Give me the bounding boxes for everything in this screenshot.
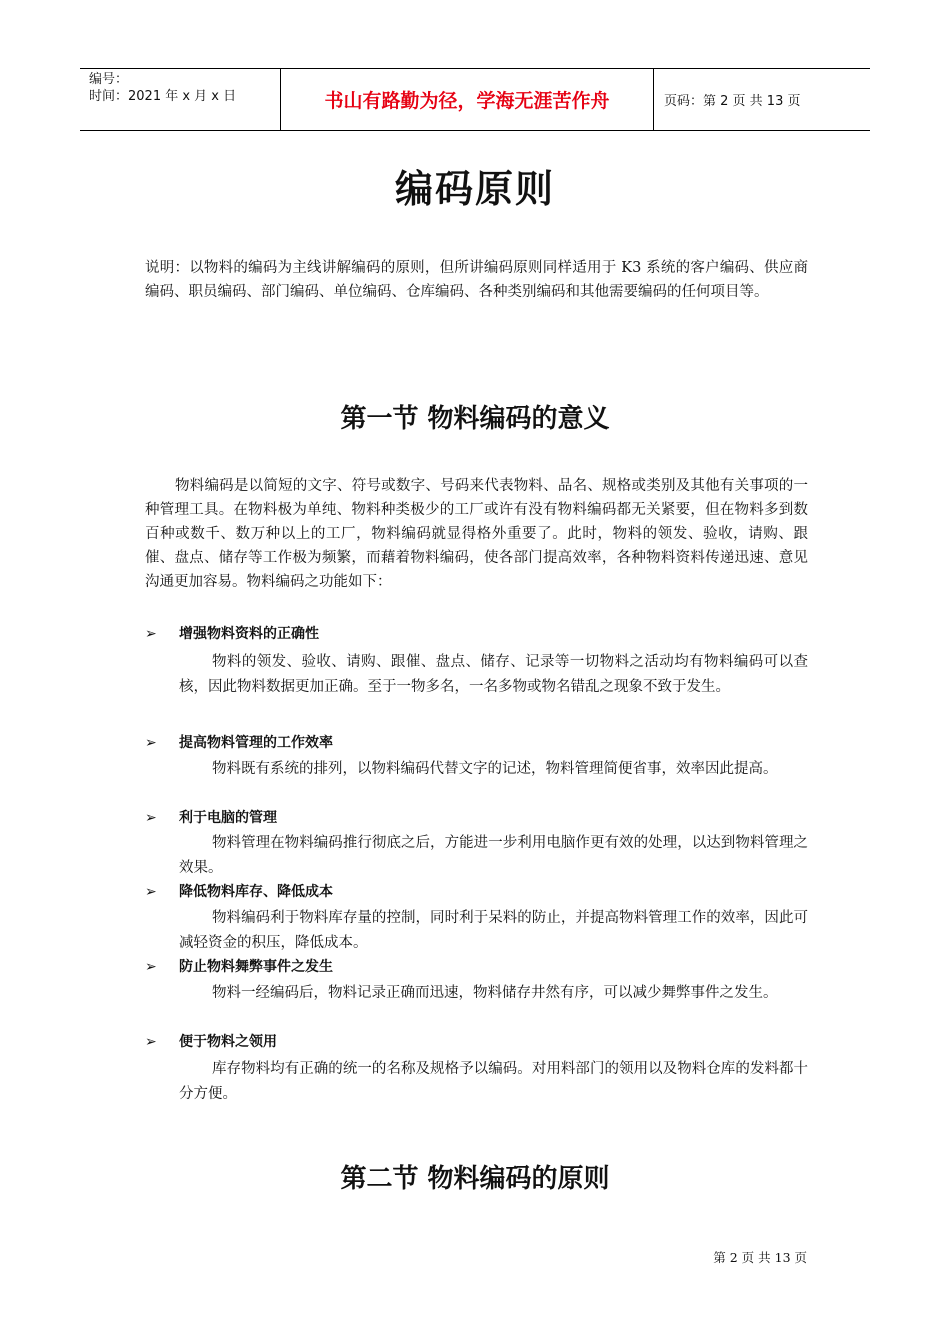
page-header	[80, 68, 870, 131]
document-title: 编码原则	[394, 167, 555, 211]
arrow-bullet-icon: ➢	[145, 1034, 157, 1050]
bullet-heading: 降低物料库存、降低成本	[179, 884, 333, 900]
bullet-heading: 利于电脑的管理	[179, 810, 277, 826]
bullet-text: 物料一经编码后，物料记录正确而迅速，物料储存井然有序，可以减少舞弊事件之发生。	[212, 985, 778, 1001]
bullet-text: 物料的领发、验收、请购、跟催、盘点、储存、记录等一切物料之活动均有物料编码可以查核，因此物料数据更加正确。至于一物多名，一名多物或物名错乱之现象不致于发生。	[179, 654, 808, 695]
bullet-text: 物料管理在物料编码推行彻底之后，方能进一步利用电脑作更有效的处理，以达到物料管理之效果。	[179, 835, 808, 876]
header-page-label: 页码：第 2 页 共 13 页	[664, 94, 801, 109]
bullet-text: 物料编码利于物料库存量的控制，同时利于呆料的防止，并提高物料管理工作的效率，因此可减轻资金的积压，降低成本。	[179, 910, 808, 951]
bullet-heading: 便于物料之领用	[179, 1034, 277, 1050]
bullet-item	[145, 956, 808, 978]
header-motto: 书山有路勤为径，学海无涯苦作舟	[281, 69, 654, 130]
bullet-item	[145, 1031, 808, 1053]
bullet-heading: 防止物料舞弊事件之发生	[179, 959, 333, 975]
page-footer: 第 2 页 共 13 页	[713, 1250, 807, 1265]
section1-heading: 第一节 物料编码的意义	[340, 404, 610, 434]
bullet-item	[145, 807, 808, 829]
bullet-text: 库存物料均有正确的统一的名称及规格予以编码。对用料部门的领用以及物料仓库的发料都十分方便。	[179, 1061, 808, 1102]
bullet-item	[145, 732, 808, 754]
bullet-heading: 增强物料资料的正确性	[179, 626, 319, 642]
arrow-bullet-icon: ➢	[145, 884, 157, 900]
section1-paragraph: 物料编码是以简短的文字、符号或数字、号码来代表物料、品名、规格或类别及其他有关事项的一种管理工具。在物料极为单纯、物料种类极少的工厂或许有没有物料编码都无关紧要，但在物料多到数百种或数千、数万种以上的工厂，物料编码就显得格外重要了。此时，物料的领发、验收，请购、跟催、盘点、储存等工作极为频繁，而藉着物料编码，使各部门提高效率，各种物料资料传递迅速、意见沟通更加容易。物料编码之功能如下：	[145, 478, 808, 590]
arrow-bullet-icon: ➢	[145, 735, 157, 751]
time-label: 时间：2021 年 x 月 x 日	[89, 89, 237, 104]
section2-heading: 第二节 物料编码的原则	[340, 1164, 610, 1194]
arrow-bullet-icon: ➢	[145, 626, 157, 642]
arrow-bullet-icon: ➢	[145, 959, 157, 975]
arrow-bullet-icon: ➢	[145, 810, 157, 826]
intro-paragraph: 说明：以物料的编码为主线讲解编码的原则，但所讲编码原则同样适用于 K3 系统的客户编码、供应商编码、职员编码、部门编码、单位编码、仓库编码、各种类别编码和其他需要编码的任何项目等。	[145, 260, 808, 300]
bullet-item	[145, 881, 808, 903]
bullet-text: 物料既有系统的排列，以物料编码代替文字的记述，物料管理简便省事，效率因此提高。	[212, 761, 778, 777]
number-label: 编号：	[89, 72, 129, 87]
bullet-item	[145, 623, 808, 645]
bullet-heading: 提高物料管理的工作效率	[179, 735, 333, 751]
header-info-cell	[80, 69, 281, 130]
